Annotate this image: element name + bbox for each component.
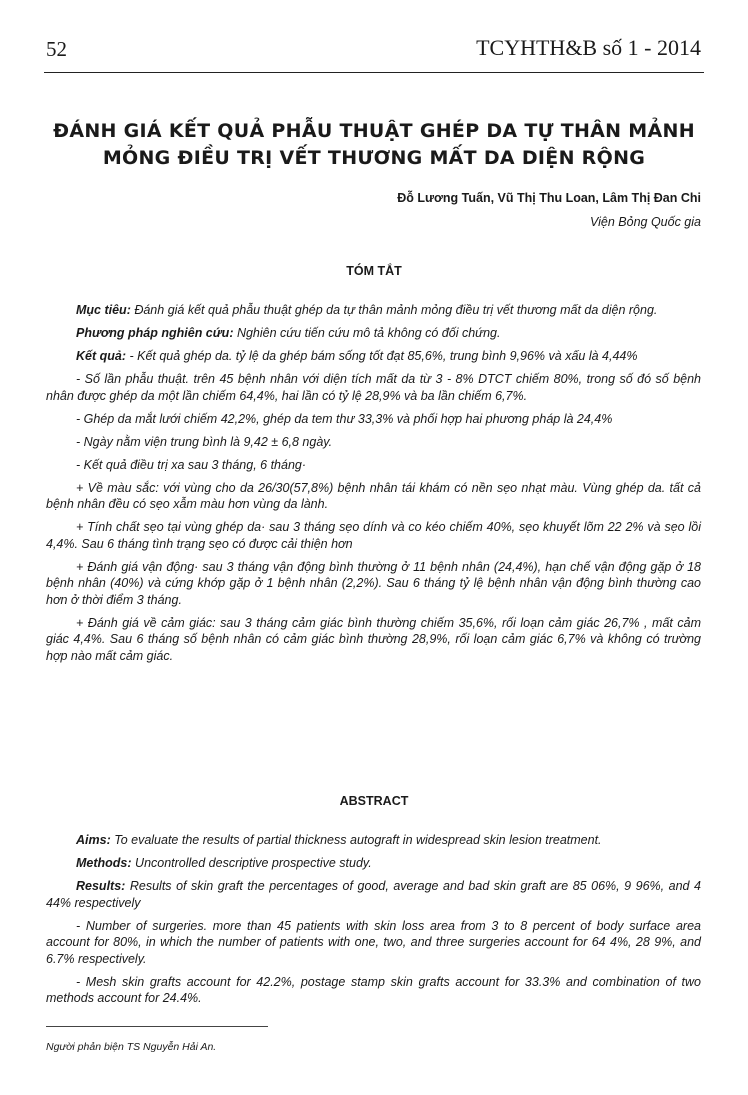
- en-aims-label: Aims:: [76, 833, 111, 847]
- en-methods-label: Methods:: [76, 856, 132, 870]
- en-surgeries: - Number of surgeries. more than 45 patients with skin loss area from 3 to 8 percent of body surface area account for 80%, in which the number of patients with one, two, and three surgeries account for 64 4%, 28 9%, and 6.7% respectively.: [46, 918, 701, 966]
- vn-abstract-heading: TÓM TẮT: [346, 264, 402, 278]
- en-results-text: Results of skin graft the percentages of good, average and bad skin graft are 85 06%, 9 96%, and 4 44% respectively: [46, 879, 701, 910]
- article-title: [46, 118, 702, 172]
- vn-methods: [46, 325, 701, 342]
- vn-methods-label: Phương pháp nghiên cứu:: [76, 326, 234, 340]
- en-methods-text: Uncontrolled descriptive prospective study.: [131, 856, 372, 870]
- vn-color: + Về màu sắc: với vùng cho da 26/30(57,8%) bệnh nhân tái khám có nền sẹo nhạt màu. Vùng ghép da. tất cả bệnh nhân đều có sẹo xẫm màu hơn vùng da lành.: [46, 480, 701, 511]
- reviewer-footnote: Người phản biện TS Nguyễn Hải An.: [46, 1041, 217, 1053]
- header-rule: [44, 72, 704, 73]
- title-line-1: ĐÁNH GIÁ KẾT QUẢ PHẪU THUẬT GHÉP DA TỰ THÂN MẢNH: [53, 120, 695, 142]
- title-line-2: MỎNG ĐIỀU TRỊ VẾT THƯƠNG MẤT DA DIỆN RỘNG: [102, 147, 646, 169]
- vn-graft-types: - Ghép da mắt lưới chiếm 42,2%, ghép da tem thư 33,3% và phối hợp hai phương pháp là 24,4%: [76, 411, 613, 426]
- en-aims: [46, 832, 701, 849]
- vn-hospital-stay: - Ngày nằm viện trung bình là 9,42 ± 6,8 ngày.: [76, 434, 333, 449]
- institution: Viện Bỏng Quốc gia: [590, 215, 701, 229]
- en-results-label: Results:: [76, 879, 126, 893]
- vn-abstract-body: [46, 302, 701, 671]
- page-number: 52: [46, 37, 67, 61]
- en-methods: [46, 855, 701, 872]
- vn-motion: + Đánh giá vận động· sau 3 tháng vận động bình thường ở 11 bệnh nhân (24,4%), hạn chế vận động gặp ở 18 bệnh nhân (40%) và cứng khớp gặp ở 1 bệnh nhân (2,2%). Sau 6 tháng tỷ lệ bệnh nhân vận động bình thường cao hơn ở thời điểm 3 tháng.: [46, 559, 701, 607]
- vn-aims: [46, 302, 701, 319]
- vn-long-term: - Kết quả điều trị xa sau 3 tháng, 6 tháng·: [76, 457, 307, 472]
- authors: Đỗ Lương Tuấn, Vũ Thị Thu Loan, Lâm Thị Đan Chi: [397, 191, 701, 205]
- vn-results-text: - Kết quả ghép da. tỷ lệ da ghép bám sống tốt đạt 85,6%, trung bình 9,96% và xấu là 4,44%: [126, 349, 638, 363]
- en-results: [46, 878, 701, 911]
- en-aims-text: To evaluate the results of partial thickness autograft in widespread skin lesion treatment.: [110, 833, 602, 847]
- en-graft-types: - Mesh skin grafts account for 42.2%, postage stamp skin grafts account for 33.3% and combination of two methods account for 24.4%.: [46, 974, 701, 1005]
- vn-methods-text: Nghiên cứu tiến cứu mô tả không có đối chứng.: [233, 326, 501, 340]
- en-abstract-body: [46, 832, 701, 1013]
- vn-aims-text: Đánh giá kết quả phẫu thuật ghép da tự thân mảnh mỏng điều trị vết thương mất da diện rộng.: [130, 303, 658, 317]
- vn-scar: + Tính chất sẹo tại vùng ghép da· sau 3 tháng sẹo dính và co kéo chiếm 40%, sẹo khuyết lõm 22 2% và sẹo lồi 4,4%. Sau 6 tháng tình trạng sẹo có được cải thiện hơn: [46, 520, 701, 551]
- journal-issue: TCYHTH&B số 1 - 2014: [476, 35, 701, 60]
- en-abstract-heading: ABSTRACT: [339, 794, 409, 808]
- vn-aims-label: Mục tiêu:: [76, 303, 131, 317]
- vn-results: [46, 348, 701, 365]
- vn-sensation: + Đánh giá về cảm giác: sau 3 tháng cảm giác bình thường chiếm 35,6%, rối loạn cảm giác 26,7% , mất cảm giác 4,4%. Sau 6 tháng số bệnh nhân có cảm giác bình thường 28,9%, rối loạn cảm giác 6,7% và không có trường hợp nào mất cảm giác.: [46, 615, 701, 663]
- vn-results-label: Kết quả:: [76, 349, 126, 363]
- footnote-rule: [46, 1026, 268, 1027]
- vn-surgeries: - Số lần phẫu thuật. trên 45 bệnh nhân với diện tích mất da từ 3 - 8% DTCT chiếm 80%, trong số đó số bệnh nhân được ghép da một lần chiếm 64,4%, hai lần có tỷ lệ 28,9% và ba lần chiếm 6,7%.: [46, 372, 701, 403]
